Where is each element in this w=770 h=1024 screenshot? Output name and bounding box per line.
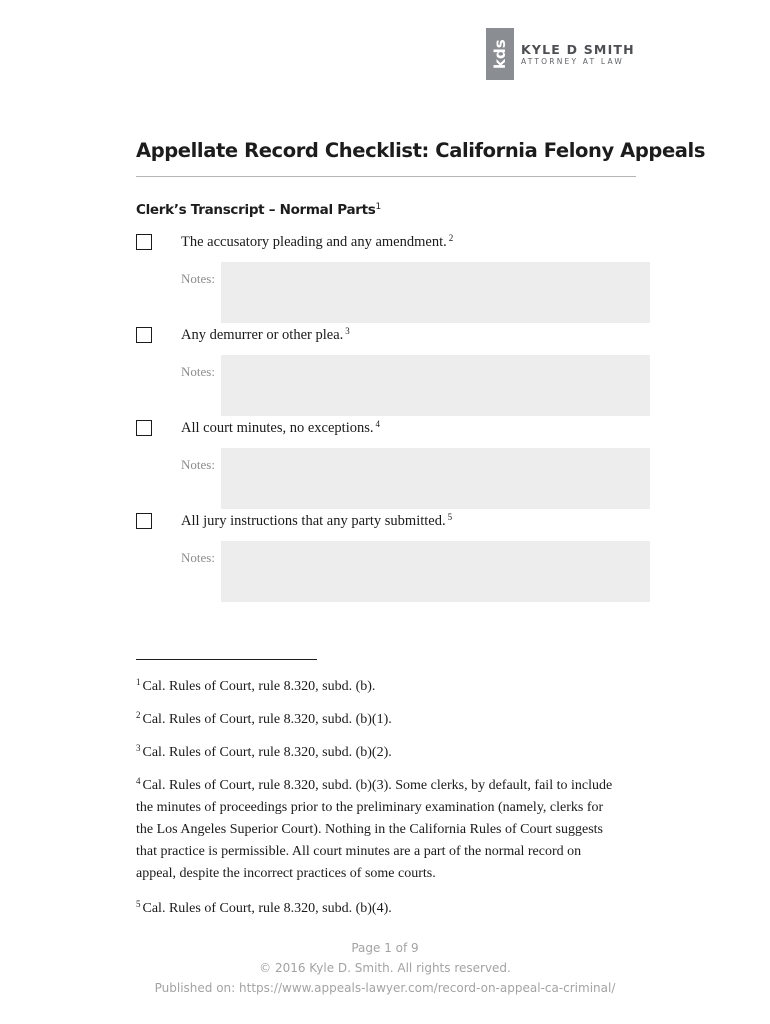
- page-number: Page 1 of 9: [351, 941, 419, 955]
- footnote-text: Cal. Rules of Court, rule 8.320, subd. (b)(3). Some clerks, by default, fail to include the minutes of proceedings prior to the preliminary examination (namely, clerks for the Los Angeles Superior Court). Nothing in the California Rules of Court suggests that practice is permissible. All court minutes are a part of the normal record on appeal, despite the incorrect practices of some courts.: [136, 778, 613, 881]
- checklist-checkbox[interactable]: [136, 327, 152, 343]
- footnote-number: 1: [136, 677, 141, 687]
- notes-label: Notes:: [181, 271, 215, 286]
- checklist-item-label: [181, 327, 350, 344]
- checklist-item: [136, 327, 652, 419]
- checklist-checkbox[interactable]: [136, 420, 152, 436]
- section-heading-text: Clerk’s Transcript – Normal Parts: [136, 202, 376, 218]
- published-url[interactable]: Published on: https://www.appeals-lawyer.com/record-on-appeal-ca-criminal/: [154, 981, 616, 995]
- footnote: [136, 676, 616, 698]
- document-title: Appellate Record Checklist: California Felony Appeals: [136, 139, 706, 162]
- footnote: [136, 898, 616, 920]
- item-text: The accusatory pleading and any amendment.: [181, 234, 447, 250]
- footnote: [136, 775, 616, 885]
- footnote-text: Cal. Rules of Court, rule 8.320, subd. (b).: [142, 679, 376, 694]
- footnote-ref[interactable]: 1: [375, 202, 381, 212]
- section-heading: [136, 202, 381, 218]
- copyright-notice: © 2016 Kyle D. Smith. All rights reserved.: [259, 961, 511, 975]
- firm-logo: [486, 28, 635, 80]
- checklist-item-label: [181, 234, 453, 251]
- logo-firm-name: KYLE D SMITH: [521, 42, 635, 57]
- footnote-ref[interactable]: 4: [375, 419, 380, 429]
- item-text: All court minutes, no exceptions.: [181, 420, 374, 436]
- checklist-item: [136, 234, 652, 326]
- footnote-number: 5: [136, 899, 141, 909]
- footnote: [136, 742, 616, 764]
- footnote-number: 3: [136, 743, 141, 753]
- notes-field[interactable]: [221, 355, 650, 416]
- checklist-checkbox[interactable]: [136, 513, 152, 529]
- kds-logo-mark: kds: [486, 28, 514, 80]
- logo-subtitle: ATTORNEY AT LAW: [521, 57, 625, 66]
- footnote-divider: [136, 659, 317, 660]
- notes-label: Notes:: [181, 457, 215, 472]
- notes-field[interactable]: [221, 262, 650, 323]
- footnote-ref[interactable]: 2: [448, 233, 454, 243]
- footnote-text: Cal. Rules of Court, rule 8.320, subd. (b)(2).: [142, 745, 392, 760]
- notes-field[interactable]: [221, 448, 650, 509]
- footnote-number: 2: [136, 710, 141, 720]
- checklist-item-label: [181, 420, 380, 437]
- item-text: All jury instructions that any party submitted.: [181, 513, 446, 529]
- title-divider: [136, 176, 636, 177]
- notes-field[interactable]: [221, 541, 650, 602]
- checklist-item-label: [181, 513, 452, 530]
- footnote-number: 4: [136, 776, 141, 786]
- footnote-text: Cal. Rules of Court, rule 8.320, subd. (b)(4).: [142, 901, 392, 916]
- logo-text: [521, 41, 635, 67]
- checklist-item: [136, 513, 652, 605]
- footnote-ref[interactable]: 5: [447, 512, 453, 522]
- checklist-item: [136, 420, 652, 512]
- footnote-ref[interactable]: 3: [345, 326, 350, 336]
- notes-label: Notes:: [181, 364, 215, 379]
- notes-label: Notes:: [181, 550, 215, 565]
- checklist-checkbox[interactable]: [136, 234, 152, 250]
- footnote-text: Cal. Rules of Court, rule 8.320, subd. (b)(1).: [142, 712, 392, 727]
- footnote: [136, 709, 616, 731]
- item-text: Any demurrer or other plea.: [181, 327, 344, 343]
